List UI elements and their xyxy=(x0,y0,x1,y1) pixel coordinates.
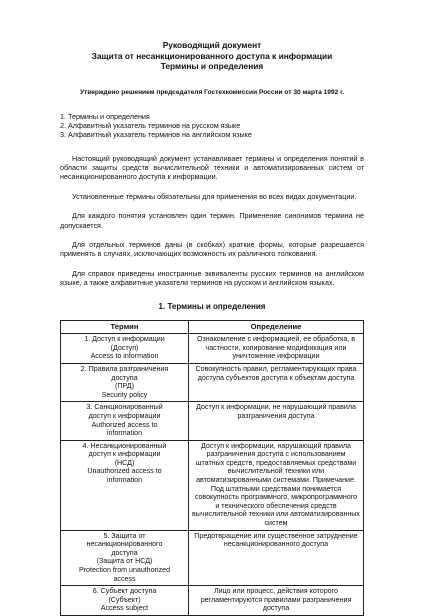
term-line: доступа xyxy=(111,373,138,382)
term-cell xyxy=(61,440,189,530)
term-line: (Защита от НСД) xyxy=(96,557,153,566)
term-line: 4. Несанкционированный xyxy=(82,441,167,450)
term-line: (НСД) xyxy=(114,458,135,467)
column-header-term: Термин xyxy=(61,320,189,334)
definition-cell: Ознакомление с информацией, ее обработка, в частности, копирование модификация или уничтожение информации xyxy=(189,334,364,364)
term-line: 5. Защита от xyxy=(103,531,146,540)
term-line: Access subject xyxy=(100,604,149,613)
definition-cell: Доступ к информации, нарушающий правила разграничения доступа с использованием штатных средств, предоставляемых средствами вычислительной техники или автоматизированными системами. Примечание. Под штатными средствами понимается совокупность программного, микропрограммного и технического обеспечения средств вычислительной техники или автоматизированных систем xyxy=(189,440,364,530)
term-line: (Субъект) xyxy=(108,595,141,604)
term-line: 3. Санкционированный xyxy=(86,403,163,412)
term-line: information xyxy=(106,429,143,438)
terms-table xyxy=(60,320,364,616)
term-line: Authorized access to xyxy=(91,420,158,429)
header-line-3: Термины и определения xyxy=(160,61,264,71)
paragraph: Настоящий руководящий документ устанавливает термины и определения понятий в области защиты средств вычислительной техники и автоматизированных систем от несанкционированного доступа к информации. xyxy=(60,153,364,182)
term-line: (ПРД) xyxy=(115,382,134,391)
toc-item: 3. Алфавитный указатель терминов на английском языке xyxy=(60,129,252,139)
term-line: Access to information xyxy=(90,352,159,361)
term-line: 1. Доступ к информации xyxy=(84,335,165,344)
term-line: 2. Правила разграничения xyxy=(80,364,169,373)
term-cell xyxy=(61,402,189,440)
term-line: access xyxy=(113,574,136,583)
section-title: 1. Термины и определения xyxy=(158,301,266,311)
table-row xyxy=(61,530,364,586)
table-of-contents xyxy=(60,112,364,139)
definition-cell: Лицо или процесс, действия которого регламентируются правилами разграничения доступа xyxy=(189,586,364,616)
term-cell xyxy=(61,530,189,586)
term-line: Security policy xyxy=(101,390,148,399)
term-line: доступа xyxy=(111,548,138,557)
paragraph: Для отдельных терминов даны (в скобках) краткие формы, которые разрешается применять в случаях, исключающих возможность их различного толкования. xyxy=(60,239,364,259)
definition-cell: Предотвращение или существенное затруднение несанкционированного доступа xyxy=(189,530,364,586)
approval-note: Утверждено решением председателя Гостехкомиссии России от 30 марта 1992 г. xyxy=(79,88,345,96)
term-cell xyxy=(61,363,189,401)
definition-cell: Совокупность правил, регламентирующих права доступа субъектов доступа к объектам доступа xyxy=(189,363,364,401)
term-line: (Доступ) xyxy=(110,343,139,352)
term-cell xyxy=(61,334,189,364)
table-row xyxy=(61,402,364,440)
document-header xyxy=(60,40,364,72)
paragraph: Для каждого понятия установлен один термин. Применение синонимов термина не допускается. xyxy=(60,211,364,230)
table-row xyxy=(61,363,364,401)
table-row xyxy=(61,586,364,616)
definition-cell: Доступ к информации, не нарушающий правила разграничения доступа xyxy=(189,402,364,440)
paragraph: Установленные термины обязательны для применения во всех видах документации. xyxy=(72,191,357,201)
term-line: доступ к информации xyxy=(88,450,161,459)
term-cell xyxy=(61,586,189,616)
table-row xyxy=(61,334,364,364)
toc-item: 1. Термины и определения xyxy=(60,111,150,121)
term-line: 6. Субъект доступа xyxy=(92,587,157,596)
term-line: несанкционированного xyxy=(86,540,163,549)
table-header-row xyxy=(61,320,364,334)
paragraph: Для справок приведены иностранные эквиваленты русских терминов на английском языке, а также алфавитные указатели терминов на русском и английском языках. xyxy=(60,268,364,288)
term-line: information xyxy=(106,476,143,485)
header-line-1: Руководящий документ xyxy=(162,40,262,50)
term-line: доступ к информации xyxy=(88,411,161,420)
table-row xyxy=(61,440,364,530)
term-line: Unauthorized access to xyxy=(87,467,162,476)
term-line: Protection from unauthorized xyxy=(78,566,171,574)
column-header-definition: Определение xyxy=(189,320,364,334)
toc-item: 2. Алфавитный указатель терминов на русском языке xyxy=(60,120,241,130)
header-line-2: Защита от несанкционированного доступа к информации xyxy=(91,50,333,61)
